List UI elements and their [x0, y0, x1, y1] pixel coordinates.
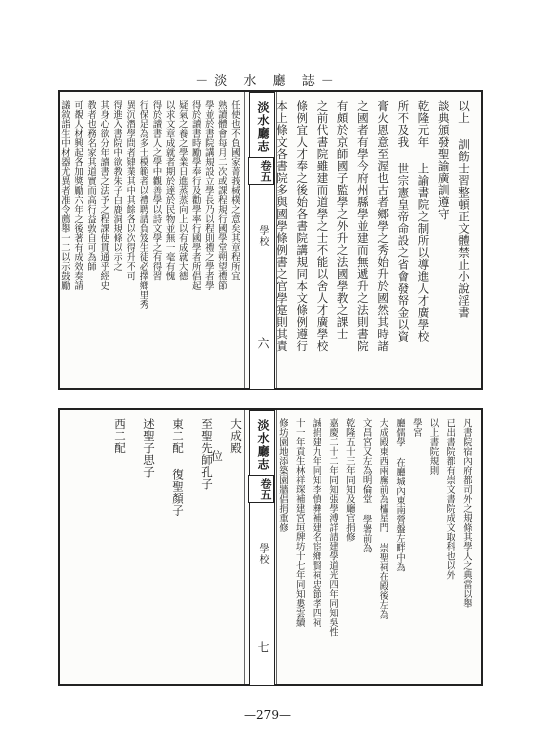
top-left-columns-line: 熟讀體會每月二次或課程規行國學堂朔望禮節	[215, 100, 227, 290]
top-banner-title: 淡水廳志	[256, 101, 270, 153]
bottom-page-frame	[58, 408, 483, 686]
top-left-columns-line: 可覩人材興起各加獎勵六年之後著有成效奏請	[72, 100, 84, 290]
bottom-right-columns-line: 凡書院宿內府都司外之規條其學人之典當以舉	[461, 418, 472, 608]
bottom-right-columns-line: 已出書院都有崇文書院成文取科也以外	[444, 418, 456, 580]
bottom-right-columns-line: 以上書院規則	[427, 418, 439, 475]
top-left-columns-line: 得進入書院中欲教朱子白鹿洞規條以示之	[111, 100, 123, 271]
bottom-left-rank-label: 位	[210, 450, 224, 462]
bottom-banner-folio: 七	[256, 641, 270, 654]
bottom-banner-volume: 卷五	[248, 475, 274, 503]
top-banner-volume: 卷五	[248, 157, 274, 185]
top-left-columns-line: 任使也不負國家菁莪棫樸之意矣其章程所宜	[229, 100, 240, 281]
page-header: －淡 水 廳 誌－	[195, 74, 340, 89]
top-left-columns-line: 得於讀書時勵學奉行及勸學率行國學者所倡起	[189, 100, 201, 290]
top-banner-section: 學校	[257, 225, 268, 247]
bottom-left-columns-line: 至聖先師孔子	[200, 418, 214, 490]
top-left-columns-line: 以求文章成就者期於達於民物並無一毫有愧	[163, 100, 175, 281]
bottom-right-columns-line: 嘉慶二十二年同知張學溥詳請建學道光四年同知吳性	[327, 418, 339, 637]
top-banner-folio: 六	[256, 337, 270, 350]
bottom-left-columns-line: 西二配	[113, 418, 127, 454]
bottom-right-columns-line: 大成殿東西兩廡前為櫺星門 崇聖祠在殿後左為	[377, 418, 389, 619]
top-left-columns-line: 行保足為多士模範者以禮聘請負笈生徒必擇鄉里秀	[137, 100, 149, 309]
column-rule	[244, 410, 245, 684]
top-right-columns-line: 乾隆元年 上諭書院之制所以導進人才廣學校	[416, 100, 431, 343]
top-right-columns-line: 談典頒發聖諭廣訓遵守	[436, 100, 451, 220]
top-left-columns-line: 得於讀書人之學中觀善學以詩文學之有得習	[150, 100, 162, 281]
top-right-columns-line: 有頗於京師國子監學之外升之法國學教之課士	[335, 100, 350, 340]
bottom-right-columns-line: 誠捐建九年同知李慎彝補建名宦鄉賢祠忠節孝四祠	[310, 418, 322, 627]
page-number: —279—	[244, 708, 291, 722]
top-right-columns-line: 膏火恩意至渥也古者鄉學之秀始升於國然其時諸	[376, 100, 391, 352]
bottom-right-columns-line: 十一年貢生林祥琛補建宮垣牌坊十七年同知婁雲續	[293, 418, 305, 627]
column-rule	[276, 92, 277, 388]
bottom-banner-title: 淡水廳志	[256, 419, 270, 471]
top-right-columns-line: 以上 訓飭士習整頓正文體禁止小說淫書	[457, 100, 471, 319]
top-left-columns-line: 其身心欲分年讀書之法予之程課使貫通乎經史	[98, 100, 110, 290]
top-right-columns-line: 所不及我 世宗憲皇帝命設之省會發帑金以資	[396, 100, 411, 343]
column-rule	[276, 410, 277, 684]
top-left-columns-line: 異沉潛學問者肄業其中其餘各以次得升不可	[124, 100, 136, 281]
top-left-columns-line: 學並於書院講規設立學長乃以程則禮之學者學	[202, 100, 214, 290]
top-page-banner	[249, 92, 275, 390]
top-left-columns-line: 議敘詣生中材器尤異者准令薦舉一二以示鼓勵	[59, 100, 70, 290]
top-left-columns-line: 教者也務名家其道實而高行益敦自可為師	[85, 100, 97, 271]
bottom-page-banner	[249, 410, 275, 686]
top-right-columns-line: 條例宜人才奉之後始各書院講規同本文條例遵行	[295, 100, 310, 352]
bottom-left-columns-line: 述聖子思子	[142, 418, 156, 478]
bottom-left-columns-line: 東二配 復聖顏子	[171, 418, 185, 517]
column-rule	[244, 92, 245, 388]
bottom-right-columns-line: 修坊園地添築園牆倡捐重修	[277, 418, 288, 532]
bottom-right-columns-line: 廳儒學 在廳城內東南營盤左畔中為	[394, 418, 406, 572]
bottom-right-columns-line: 乾隆五十三年同知及廳官捐修	[343, 418, 355, 542]
bottom-right-columns-line: 學宮	[410, 418, 422, 437]
top-right-columns-line: 本上條文各書院多與國學條例書之官學寔則其責	[275, 100, 289, 352]
top-page-frame	[58, 90, 483, 390]
bottom-right-columns-line: 文昌宮又左為明倫堂 學署前為	[360, 418, 372, 553]
bottom-banner-section: 學校	[257, 543, 268, 565]
top-right-columns-line: 之前代書院雖建而道學之士不能以舍人才廣學校	[315, 100, 330, 352]
bottom-left-columns-line: 大成殿	[229, 418, 243, 454]
top-right-columns-line: 之國者有學今府州縣學並建而無遞升之法則書院	[355, 100, 370, 352]
top-left-columns-line: 疑氣之養之學業日進蒸蒸向上以有成就大德	[176, 100, 188, 281]
